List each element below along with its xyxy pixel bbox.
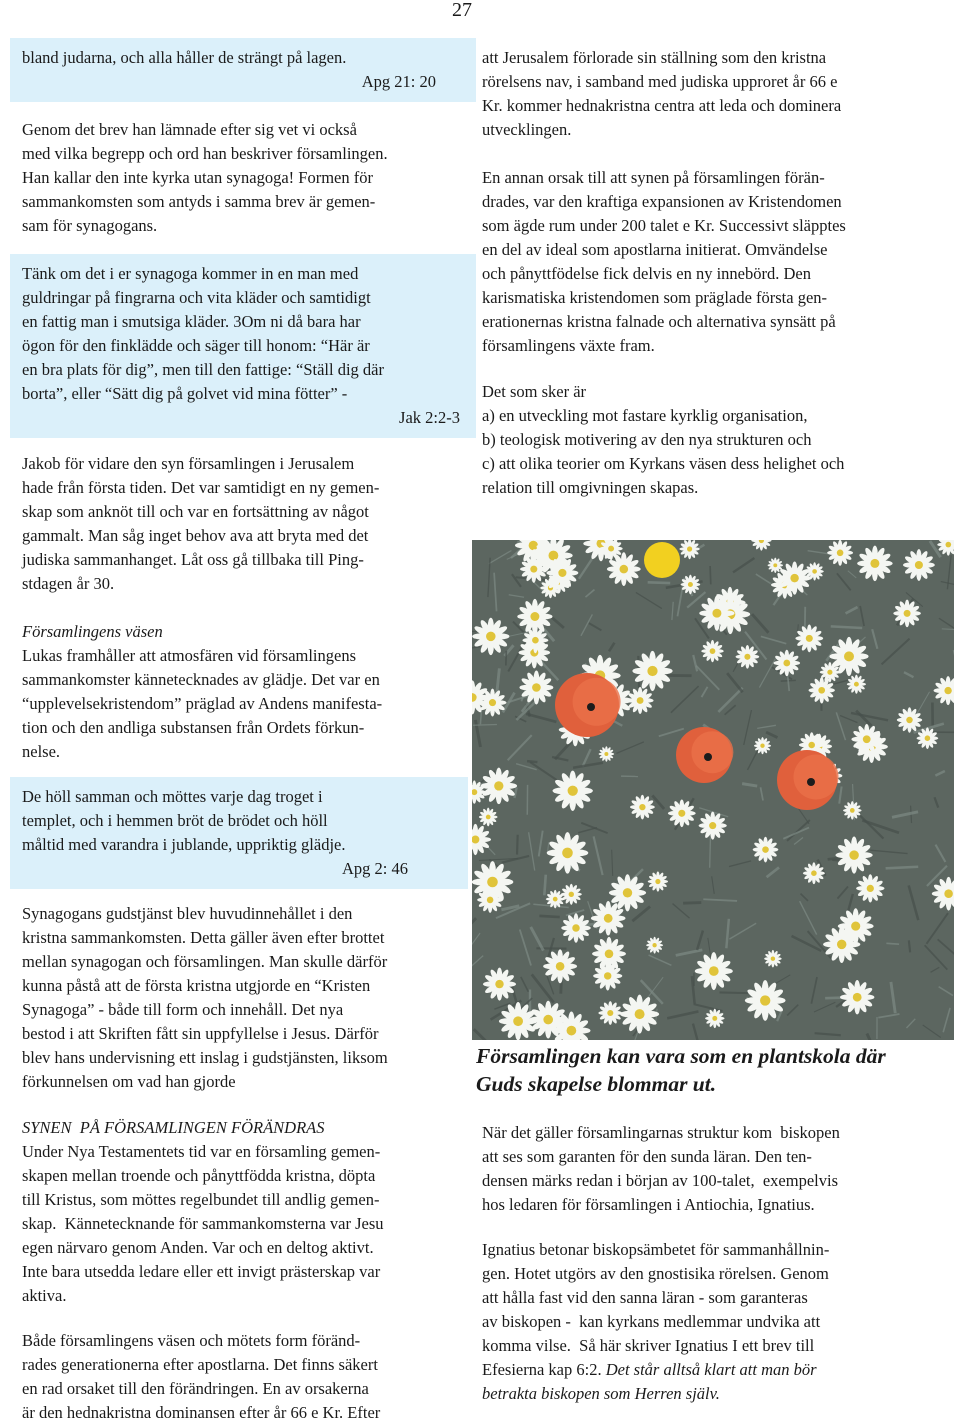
quote-line: en fattig man i smutsiga kläder. 3Om ni då bara har [22, 310, 466, 334]
text-line: hos ledaren för församlingen i Antiochia, Ignatius. [482, 1193, 940, 1217]
text-line: karismatiska kristendomen som präglade första gen- [482, 286, 940, 310]
text-line: församlingens växte fram. [482, 334, 940, 358]
text-line: c) att olika teorier om Kyrkans väsen dess helighet och [482, 452, 940, 476]
text-line: drades, var den kraftiga expansionen av Kristendomen [482, 190, 940, 214]
text-line: densen märks redan i början av 100-talet, exempelvis [482, 1169, 940, 1193]
text-line: Synagoga” - både till form och innehåll. Det nya [22, 998, 454, 1022]
quote-reference: Jak 2:2-3 [22, 406, 466, 430]
flower-field-illustration [472, 540, 954, 1040]
paragraph-biskopen [482, 1121, 940, 1217]
text-line: sammankomsten som antyds i samma brev är gemen- [22, 190, 454, 214]
text-line: judiska sammanhanget. Låt oss gå tillbaka till Ping- [22, 548, 454, 572]
text-line: Kr. kommer hednakristna centra att leda och dominera [482, 94, 940, 118]
quote-line: ögon för den finklädde och säger till honom: “Här är [22, 334, 466, 358]
paragraph-annan-orsak [482, 166, 940, 358]
text-line: skap. Kännetecknande för sammankomsterna var Jesu [22, 1212, 454, 1236]
text-line: som ägde rum under 200 talet e Kr. Successivt släpptes [482, 214, 940, 238]
italic-line: betrakta biskopen som Herren själv. [482, 1382, 940, 1406]
text-line: och pånyttfödelse fick delvis en ny innebörd. Den [482, 262, 940, 286]
text-line: aktiva. [22, 1284, 454, 1308]
text-line: Synagogans gudstjänst blev huvudinnehållet i den [22, 902, 454, 926]
text-line: rörelsens nav, i samband med judiska upproret år 66 e [482, 70, 940, 94]
text-line: Genom det brev han lämnade efter sig vet vi också [22, 118, 454, 142]
text-line: är den hednakristna dominansen efter år 66 e Kr. Efter [22, 1401, 454, 1425]
paragraph-jerusalem [482, 46, 940, 142]
text-line: att hålla fast vid den sanna läran - som garanteras [482, 1286, 940, 1310]
quote-line: De höll samman och möttes varje dag troget i [22, 785, 458, 809]
caption-line: Guds skapelse blommar ut. [476, 1070, 956, 1098]
text-line-mixed [482, 1358, 940, 1382]
quote-apg-2 [10, 777, 468, 889]
text-line: Under Nya Testamentets tid var en församling gemen- [22, 1140, 454, 1164]
caption-line: Församlingen kan vara som en plantskola där [476, 1042, 956, 1070]
text-line: kunna påstå att de första kristna utgjorde en “Kristen [22, 974, 454, 998]
text-line: En annan orsak till att synen på församlingen förän- [482, 166, 940, 190]
section-forsamlingens-vasen [22, 620, 454, 764]
text-line: Lukas framhåller att atmosfären vid församlingens [22, 644, 454, 668]
text-line: en del av ideal som apostlarna initierat. Omvändelse [482, 238, 940, 262]
text-line: med vilka begrepp och ord han beskriver församlingen. [22, 142, 454, 166]
text-line: sammankomster kännetecknades av glädje. Det var en [22, 668, 454, 692]
text-line: kristna sammankomsten. Detta gäller även efter brottet [22, 926, 454, 950]
paragraph-jakob [22, 452, 454, 596]
text-line: sam för synagogans. [22, 214, 454, 238]
text-line: Han kallar den inte kyrka utan synagoga! Formen för [22, 166, 454, 190]
text-line: hade från första tiden. Det var samtidigt en ny gemen- [22, 476, 454, 500]
quote-reference: Apg 2: 46 [22, 857, 458, 881]
text-line: blev hans undervisning ett inslag i gudstjänsten, liksom [22, 1046, 454, 1070]
text-line: komma vilse. Så här skriver Ignatius I ett brev till [482, 1334, 940, 1358]
section-synen [22, 1116, 454, 1308]
text-line: gen. Hotet utgörs av den gnostisika rörelsen. Genom [482, 1262, 940, 1286]
text-line: förkunnelsen om vad han gjorde [22, 1070, 454, 1094]
text-line: utvecklingen. [482, 118, 940, 142]
text-line: När det gäller församlingarnas struktur kom biskopen [482, 1121, 940, 1145]
section-heading: Församlingens väsen [22, 620, 454, 644]
text-line: gammalt. Man såg inget behov ava att bryta med det [22, 524, 454, 548]
text-line: till Kristus, som möttes regelbundet till andlig gemen- [22, 1188, 454, 1212]
quote-line: bland judarna, och alla håller de strängt på lagen. [22, 46, 466, 70]
text-line: Det som sker är [482, 380, 940, 404]
section-heading: SYNEN PÅ FÖRSAMLINGEN FÖRÄNDRAS [22, 1116, 454, 1140]
paragraph-det-som-sker [482, 380, 940, 500]
text-line: Både församlingens väsen och mötets form föränd- [22, 1329, 454, 1353]
quote-line: måltid med varandra i jublande, uppriktig glädje. [22, 833, 458, 857]
quote-jak-2 [10, 254, 476, 438]
text-line: Ignatius betonar biskopsämbetet för sammanhållnin- [482, 1238, 940, 1262]
quote-reference: Apg 21: 20 [22, 70, 466, 94]
text-line: skap som anknöt till och var en fortsättning av något [22, 500, 454, 524]
text-line: Inte bara utsedda ledare eller ett invigt prästerskap var [22, 1260, 454, 1284]
paragraph-synagogan [22, 902, 454, 1094]
quote-line: guldringar på fingrarna och vita kläder och samtidigt [22, 286, 466, 310]
quote-line: templet, och i hemmen bröt de brödet och höll [22, 809, 458, 833]
text-line: nelse. [22, 740, 454, 764]
text-line: att Jerusalem förlorade sin ställning som den kristna [482, 46, 940, 70]
text-line: egen närvaro genom Anden. Var och en deltog aktivt. [22, 1236, 454, 1260]
text-line: av biskopen - kan kyrkans medlemmar undvika att [482, 1310, 940, 1334]
quote-apg-21 [10, 38, 476, 102]
page-number: 27 [452, 0, 472, 22]
text-line: en rad orsaket till den förändringen. En av orsakerna [22, 1377, 454, 1401]
text-line: b) teologisk motivering av den nya strukturen och [482, 428, 940, 452]
paragraph-brev [22, 118, 454, 238]
text-line: skapen mellan troende och pånyttfödda kristna, döpta [22, 1164, 454, 1188]
text-line: mellan synagogan och församlingen. Man skulle därför [22, 950, 454, 974]
text-line: “upplevelsekristendom” präglad av Andens manifesta- [22, 692, 454, 716]
text-line: bestod i att Skriften fått sin uppfyllelse i Jesus. Därför [22, 1022, 454, 1046]
text-segment: Efesierna kap 6:2. [482, 1360, 602, 1379]
paragraph-ignatius [482, 1238, 940, 1406]
photo-caption [476, 1042, 956, 1098]
text-line: stdagen år 30. [22, 572, 454, 596]
text-line: relation till omgivningen skapas. [482, 476, 940, 500]
quote-line: Tänk om det i er synagoga kommer in en man med [22, 262, 466, 286]
text-line: att ses som garanten för den sunda läran. Den ten- [482, 1145, 940, 1169]
italic-segment: Det står alltså klart att man bör [606, 1360, 817, 1379]
text-line: tion och den andliga substansen från Ordets förkun- [22, 716, 454, 740]
daisy-poppy-photo [472, 540, 954, 1040]
text-line: a) en utveckling mot fastare kyrklig organisation, [482, 404, 940, 428]
quote-line: en bra plats för dig”, men till den fattige: “Ställ dig där [22, 358, 466, 382]
text-line: Jakob för vidare den syn församlingen i Jerusalem [22, 452, 454, 476]
text-line: erationernas kristna falnade och alternativa synsätt på [482, 310, 940, 334]
quote-line: borta”, eller “Sätt dig på golvet vid mina fötter” - [22, 382, 466, 406]
text-line: rades generationerna efter apostlarna. Det finns säkert [22, 1353, 454, 1377]
paragraph-bade [22, 1329, 454, 1425]
